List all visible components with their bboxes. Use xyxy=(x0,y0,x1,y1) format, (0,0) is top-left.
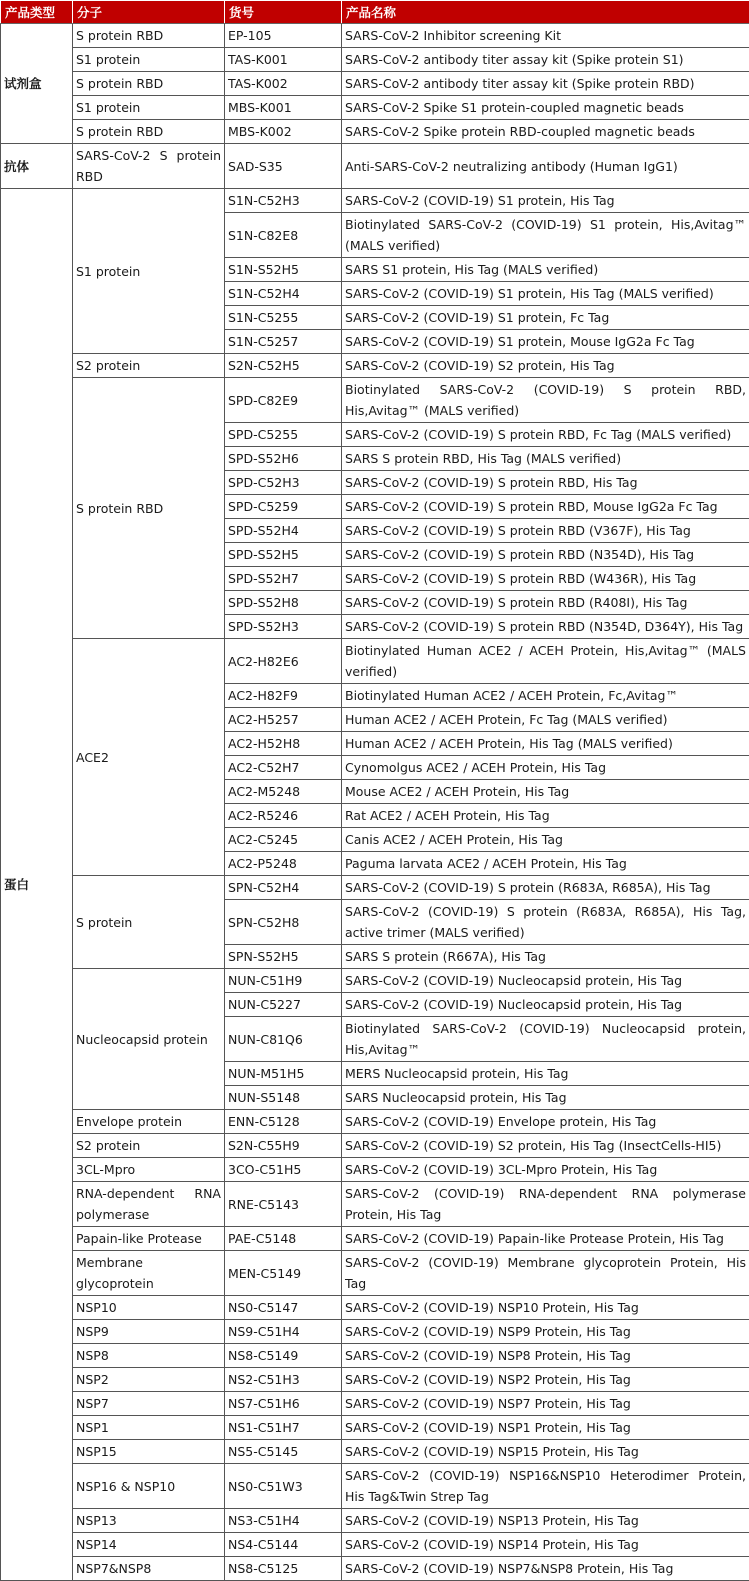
product-code-cell: NUN-C81Q6 xyxy=(225,1017,342,1062)
product-code-cell: S2N-C55H9 xyxy=(225,1134,342,1158)
product-name-cell: SARS-CoV-2 (COVID-19) S1 protein, His Tag (MALS verified) xyxy=(342,282,749,306)
molecule-cell: NSP7 xyxy=(73,1392,225,1416)
product-name-cell: SARS-CoV-2 (COVID-19) Nucleocapsid protein, His Tag xyxy=(342,969,749,993)
product-name-cell: SARS-CoV-2 (COVID-19) NSP16&NSP10 Heterodimer Protein, His Tag&Twin Strep Tag xyxy=(342,1464,749,1509)
product-name-cell: Canis ACE2 / ACEH Protein, His Tag xyxy=(342,828,749,852)
product-name-cell: SARS-CoV-2 (COVID-19) S protein RBD, Mouse IgG2a Fc Tag xyxy=(342,495,749,519)
molecule-cell: S1 protein xyxy=(73,48,225,72)
product-name-cell: SARS-CoV-2 (COVID-19) 3CL-Mpro Protein, His Tag xyxy=(342,1158,749,1182)
product-name-cell: SARS-CoV-2 (COVID-19) NSP8 Protein, His Tag xyxy=(342,1344,749,1368)
product-name-cell: Mouse ACE2 / ACEH Protein, His Tag xyxy=(342,780,749,804)
product-code-cell: S1N-C52H4 xyxy=(225,282,342,306)
product-name-cell: Paguma larvata ACE2 / ACEH Protein, His Tag xyxy=(342,852,749,876)
product-code-cell: 3CO-C51H5 xyxy=(225,1158,342,1182)
table-row xyxy=(1,1557,749,1581)
product-code-cell: SPD-C82E9 xyxy=(225,378,342,423)
table-row xyxy=(1,1509,749,1533)
header-molecule: 分子 xyxy=(73,1,225,24)
header-product-name: 产品名称 xyxy=(342,1,749,24)
product-code-cell: NUN-C51H9 xyxy=(225,969,342,993)
table-row xyxy=(1,354,749,378)
molecule-cell: NSP16 & NSP10 xyxy=(73,1464,225,1509)
product-code-cell: NS8-C5149 xyxy=(225,1344,342,1368)
product-code-cell: SPD-S52H8 xyxy=(225,591,342,615)
molecule-cell: NSP7&NSP8 xyxy=(73,1557,225,1581)
product-code-cell: SPD-S52H5 xyxy=(225,543,342,567)
product-code-cell: SPN-S52H5 xyxy=(225,945,342,969)
product-code-cell: SPD-C5255 xyxy=(225,423,342,447)
product-code-cell: PAE-C5148 xyxy=(225,1227,342,1251)
molecule-cell: 3CL-Mpro xyxy=(73,1158,225,1182)
product-name-cell: SARS S1 protein, His Tag (MALS verified) xyxy=(342,258,749,282)
molecule-cell: S2 protein xyxy=(73,1134,225,1158)
product-code-cell: AC2-R5246 xyxy=(225,804,342,828)
product-name-cell: SARS-CoV-2 (COVID-19) S protein RBD (N354D, D364Y), His Tag xyxy=(342,615,749,639)
table-row xyxy=(1,1533,749,1557)
product-name-cell: SARS-CoV-2 Inhibitor screening Kit xyxy=(342,24,749,48)
product-code-cell: NS2-C51H3 xyxy=(225,1368,342,1392)
product-code-cell: AC2-M5248 xyxy=(225,780,342,804)
product-name-cell: SARS-CoV-2 antibody titer assay kit (Spike protein S1) xyxy=(342,48,749,72)
product-name-cell: SARS-CoV-2 (COVID-19) NSP9 Protein, His Tag xyxy=(342,1320,749,1344)
product-name-cell: SARS-CoV-2 (COVID-19) NSP7 Protein, His Tag xyxy=(342,1392,749,1416)
product-code-cell: NUN-C5227 xyxy=(225,993,342,1017)
product-code-cell: NS0-C5147 xyxy=(225,1296,342,1320)
product-code-cell: AC2-C52H7 xyxy=(225,756,342,780)
product-name-cell: Biotinylated Human ACE2 / ACEH Protein, His,Avitag™ (MALS verified) xyxy=(342,639,749,684)
product-name-cell: Biotinylated Human ACE2 / ACEH Protein, Fc,Avitag™ xyxy=(342,684,749,708)
molecule-cell: SARS-CoV-2 S protein RBD xyxy=(73,144,225,189)
product-code-cell: SPD-S52H3 xyxy=(225,615,342,639)
product-name-cell: SARS-CoV-2 (COVID-19) NSP7&NSP8 Protein, His Tag xyxy=(342,1557,749,1581)
product-code-cell: MBS-K001 xyxy=(225,96,342,120)
product-code-cell: NUN-S5148 xyxy=(225,1086,342,1110)
product-name-cell: SARS-CoV-2 (COVID-19) S protein RBD, Fc Tag (MALS verified) xyxy=(342,423,749,447)
molecule-cell: NSP13 xyxy=(73,1509,225,1533)
product-code-cell: NS4-C5144 xyxy=(225,1533,342,1557)
molecule-cell: NSP10 xyxy=(73,1296,225,1320)
product-name-cell: SARS-CoV-2 (COVID-19) RNA-dependent RNA polymerase Protein, His Tag xyxy=(342,1182,749,1227)
table-row xyxy=(1,1344,749,1368)
product-code-cell: S1N-C5257 xyxy=(225,330,342,354)
product-code-cell: TAS-K002 xyxy=(225,72,342,96)
category-cell: 抗体 xyxy=(1,144,73,189)
table-body xyxy=(1,24,749,1581)
product-code-cell: EP-105 xyxy=(225,24,342,48)
molecule-cell: Papain-like Protease xyxy=(73,1227,225,1251)
molecule-cell: S2 protein xyxy=(73,354,225,378)
table-row xyxy=(1,1392,749,1416)
molecule-cell: S protein RBD xyxy=(73,120,225,144)
molecule-cell: S protein RBD xyxy=(73,378,225,639)
product-code-cell: SPD-S52H4 xyxy=(225,519,342,543)
product-name-cell: Cynomolgus ACE2 / ACEH Protein, His Tag xyxy=(342,756,749,780)
header-code: 货号 xyxy=(225,1,342,24)
table-row xyxy=(1,1296,749,1320)
product-name-cell: Biotinylated SARS-CoV-2 (COVID-19) S protein RBD, His,Avitag™ (MALS verified) xyxy=(342,378,749,423)
table-row xyxy=(1,969,749,993)
product-code-cell: AC2-H5257 xyxy=(225,708,342,732)
product-name-cell: SARS-CoV-2 (COVID-19) S protein RBD, His Tag xyxy=(342,471,749,495)
table-row xyxy=(1,1134,749,1158)
table-row xyxy=(1,120,749,144)
product-code-cell: SPD-S52H6 xyxy=(225,447,342,471)
product-name-cell: SARS Nucleocapsid protein, His Tag xyxy=(342,1086,749,1110)
molecule-cell: NSP15 xyxy=(73,1440,225,1464)
table-row xyxy=(1,96,749,120)
table-row xyxy=(1,1320,749,1344)
product-code-cell: NS7-C51H6 xyxy=(225,1392,342,1416)
product-code-cell: AC2-C5245 xyxy=(225,828,342,852)
header-category: 产品类型 xyxy=(1,1,73,24)
table-row xyxy=(1,1182,749,1227)
product-name-cell: SARS-CoV-2 (COVID-19) S2 protein, His Tag xyxy=(342,354,749,378)
product-name-cell: SARS-CoV-2 (COVID-19) S1 protein, Fc Tag xyxy=(342,306,749,330)
product-name-cell: SARS-CoV-2 (COVID-19) Envelope protein, His Tag xyxy=(342,1110,749,1134)
product-name-cell: SARS-CoV-2 antibody titer assay kit (Spike protein RBD) xyxy=(342,72,749,96)
category-cell: 试剂盒 xyxy=(1,24,73,144)
product-name-cell: SARS-CoV-2 (COVID-19) S protein (R683A, R685A), His Tag, active trimer (MALS verified) xyxy=(342,900,749,945)
table-row xyxy=(1,48,749,72)
product-code-cell: S2N-C52H5 xyxy=(225,354,342,378)
molecule-cell: Nucleocapsid protein xyxy=(73,969,225,1110)
product-name-cell: SARS-CoV-2 (COVID-19) Nucleocapsid protein, His Tag xyxy=(342,993,749,1017)
product-name-cell: SARS-CoV-2 (COVID-19) S protein RBD (N354D), His Tag xyxy=(342,543,749,567)
product-code-cell: AC2-H82F9 xyxy=(225,684,342,708)
molecule-cell: NSP1 xyxy=(73,1416,225,1440)
product-code-cell: NS3-C51H4 xyxy=(225,1509,342,1533)
product-name-cell: Human ACE2 / ACEH Protein, His Tag (MALS verified) xyxy=(342,732,749,756)
product-code-cell: NS0-C51W3 xyxy=(225,1464,342,1509)
molecule-cell: RNA-dependent RNA polymerase xyxy=(73,1182,225,1227)
product-name-cell: SARS-CoV-2 (COVID-19) Membrane glycoprotein Protein, His Tag xyxy=(342,1251,749,1296)
product-code-cell: AC2-H82E6 xyxy=(225,639,342,684)
table-row xyxy=(1,72,749,96)
product-code-cell: RNE-C5143 xyxy=(225,1182,342,1227)
product-code-cell: S1N-C5255 xyxy=(225,306,342,330)
table-row xyxy=(1,24,749,48)
product-name-cell: SARS S protein (R667A), His Tag xyxy=(342,945,749,969)
product-name-cell: SARS-CoV-2 (COVID-19) S protein RBD (V367F), His Tag xyxy=(342,519,749,543)
table-row xyxy=(1,1251,749,1296)
product-name-cell: SARS-CoV-2 (COVID-19) S protein RBD (R408I), His Tag xyxy=(342,591,749,615)
product-name-cell: SARS-CoV-2 (COVID-19) NSP15 Protein, His Tag xyxy=(342,1440,749,1464)
header-row xyxy=(1,1,749,24)
product-name-cell: MERS Nucleocapsid protein, His Tag xyxy=(342,1062,749,1086)
molecule-cell: Membrane glycoprotein xyxy=(73,1251,225,1296)
product-name-cell: Biotinylated SARS-CoV-2 (COVID-19) S1 protein, His,Avitag™ (MALS verified) xyxy=(342,213,749,258)
product-name-cell: SARS-CoV-2 Spike S1 protein-coupled magnetic beads xyxy=(342,96,749,120)
product-name-cell: Human ACE2 / ACEH Protein, Fc Tag (MALS verified) xyxy=(342,708,749,732)
molecule-cell: S protein RBD xyxy=(73,24,225,48)
product-code-cell: MEN-C5149 xyxy=(225,1251,342,1296)
product-name-cell: SARS-CoV-2 (COVID-19) NSP10 Protein, His Tag xyxy=(342,1296,749,1320)
product-code-cell: SPD-S52H7 xyxy=(225,567,342,591)
product-name-cell: SARS-CoV-2 (COVID-19) S2 protein, His Tag (InsectCells-HI5) xyxy=(342,1134,749,1158)
molecule-cell: S1 protein xyxy=(73,96,225,120)
molecule-cell: NSP2 xyxy=(73,1368,225,1392)
product-name-cell: Biotinylated SARS-CoV-2 (COVID-19) Nucleocapsid protein, His,Avitag™ xyxy=(342,1017,749,1062)
molecule-cell: S protein RBD xyxy=(73,72,225,96)
product-code-cell: SPN-C52H8 xyxy=(225,900,342,945)
product-code-cell: S1N-C52H3 xyxy=(225,189,342,213)
table-row xyxy=(1,1368,749,1392)
category-cell: 蛋白 xyxy=(1,189,73,1581)
product-code-cell: ENN-C5128 xyxy=(225,1110,342,1134)
product-name-cell: SARS S protein RBD, His Tag (MALS verified) xyxy=(342,447,749,471)
product-code-cell: NS9-C51H4 xyxy=(225,1320,342,1344)
product-name-cell: Rat ACE2 / ACEH Protein, His Tag xyxy=(342,804,749,828)
product-name-cell: SARS-CoV-2 (COVID-19) S protein RBD (W436R), His Tag xyxy=(342,567,749,591)
product-name-cell: SARS-CoV-2 (COVID-19) S protein (R683A, R685A), His Tag xyxy=(342,876,749,900)
product-code-cell: S1N-S52H5 xyxy=(225,258,342,282)
product-name-cell: Anti-SARS-CoV-2 neutralizing antibody (Human IgG1) xyxy=(342,144,749,189)
product-code-cell: MBS-K002 xyxy=(225,120,342,144)
table-row xyxy=(1,1440,749,1464)
table-row xyxy=(1,1110,749,1134)
table-row xyxy=(1,639,749,684)
table-row xyxy=(1,1227,749,1251)
product-code-cell: SAD-S35 xyxy=(225,144,342,189)
product-name-cell: SARS-CoV-2 (COVID-19) Papain-like Protease Protein, His Tag xyxy=(342,1227,749,1251)
product-code-cell: AC2-H52H8 xyxy=(225,732,342,756)
product-code-cell: NS5-C5145 xyxy=(225,1440,342,1464)
molecule-cell: NSP14 xyxy=(73,1533,225,1557)
molecule-cell: S1 protein xyxy=(73,189,225,354)
product-code-cell: SPN-C52H4 xyxy=(225,876,342,900)
product-code-cell: TAS-K001 xyxy=(225,48,342,72)
product-code-cell: NUN-M51H5 xyxy=(225,1062,342,1086)
product-name-cell: SARS-CoV-2 (COVID-19) S1 protein, His Tag xyxy=(342,189,749,213)
table-row xyxy=(1,189,749,213)
molecule-cell: ACE2 xyxy=(73,639,225,876)
molecule-cell: NSP8 xyxy=(73,1344,225,1368)
product-name-cell: SARS-CoV-2 Spike protein RBD-coupled magnetic beads xyxy=(342,120,749,144)
product-name-cell: SARS-CoV-2 (COVID-19) NSP14 Protein, His Tag xyxy=(342,1533,749,1557)
molecule-cell: NSP9 xyxy=(73,1320,225,1344)
table-row xyxy=(1,1416,749,1440)
product-code-cell: NS8-C5125 xyxy=(225,1557,342,1581)
product-code-cell: S1N-C82E8 xyxy=(225,213,342,258)
product-code-cell: SPD-C52H3 xyxy=(225,471,342,495)
table-row xyxy=(1,1464,749,1509)
table-row xyxy=(1,144,749,189)
product-code-cell: SPD-C5259 xyxy=(225,495,342,519)
product-code-cell: NS1-C51H7 xyxy=(225,1416,342,1440)
table-row xyxy=(1,876,749,900)
product-name-cell: SARS-CoV-2 (COVID-19) NSP2 Protein, His Tag xyxy=(342,1368,749,1392)
product-name-cell: SARS-CoV-2 (COVID-19) NSP1 Protein, His Tag xyxy=(342,1416,749,1440)
molecule-cell: Envelope protein xyxy=(73,1110,225,1134)
product-name-cell: SARS-CoV-2 (COVID-19) S1 protein, Mouse IgG2a Fc Tag xyxy=(342,330,749,354)
table-row xyxy=(1,1158,749,1182)
product-name-cell: SARS-CoV-2 (COVID-19) NSP13 Protein, His Tag xyxy=(342,1509,749,1533)
molecule-cell: S protein xyxy=(73,876,225,969)
table-row xyxy=(1,378,749,423)
product-code-cell: AC2-P5248 xyxy=(225,852,342,876)
